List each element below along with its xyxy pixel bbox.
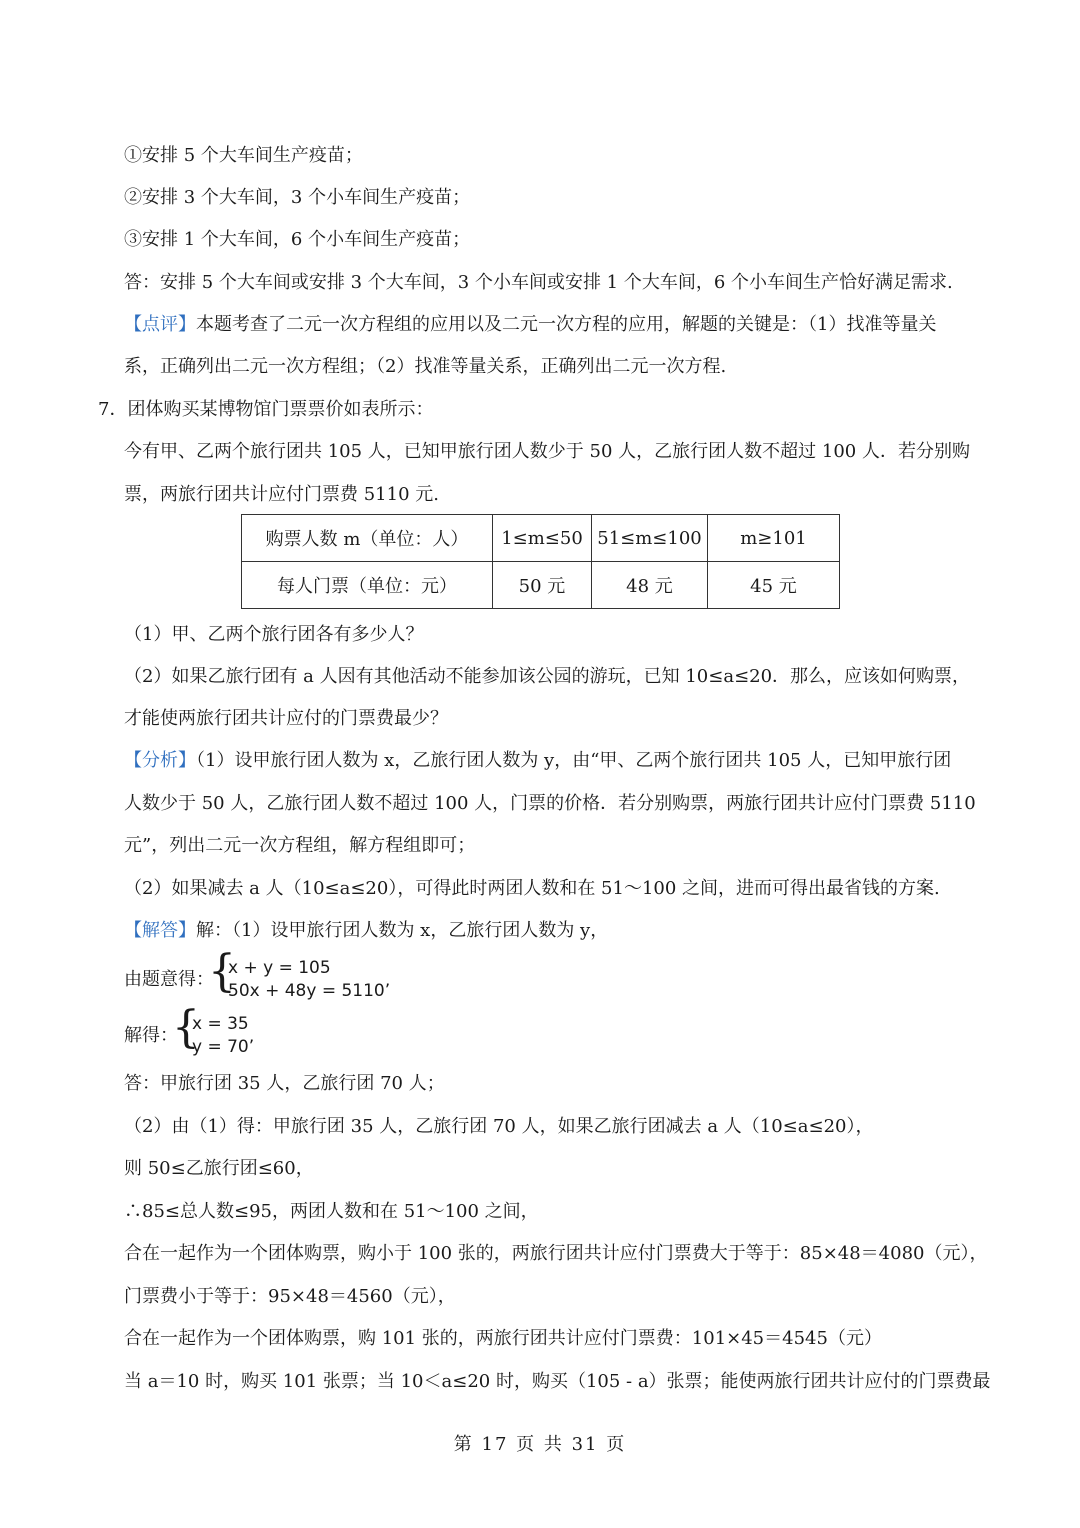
answer-line-c: 则 50≤乙旅行团≤60， [124,1158,314,1179]
answer-line-a: 答：甲旅行团 35 人，乙旅行团 70 人； [124,1073,445,1094]
analysis-line-3: 元”，列出二元一次方程组，解方程组即可； [124,835,476,856]
ticket-price-table [241,514,840,609]
analysis-line-2: 人数少于 50 人，乙旅行团人数不超过 100 人，门票的价格．若分别购票，两旅行团共计应付门票费 5110 [124,793,976,814]
table-cell: 每人门票（单位：元） [242,562,493,609]
answer-line-g: 合在一起作为一个团体购票，购 101 张的，两旅行团共计应付门票费：101×45＝4545（元） [124,1328,882,1349]
question-7-title: 7．团体购买某博物馆门票票价如表所示： [98,399,434,420]
answer-tag: 【解答】 [124,920,196,941]
solution-intro: 解得： [124,1025,178,1046]
equation-1: x + y = 105 [228,958,331,978]
comment-line-2: 系，正确列出二元一次方程组；（2）找准等量关系，正确列出二元一次方程. [124,356,727,377]
question-7-sub-2: （2）如果乙旅行团有 a 人因有其他活动不能参加该公园的游玩，已知 10≤a≤20．那么，应该如何购票， [124,666,971,687]
solution-y: y = 70’ [192,1037,255,1057]
solution-x: x = 35 [192,1014,249,1034]
table-cell: 48 元 [592,562,708,609]
answer-line-f: 门票费小于等于：95×48＝4560（元）， [124,1286,456,1307]
question-7-sub-1: （1）甲、乙两个旅行团各有多少人？ [124,624,424,645]
analysis-text-1: （1）设甲旅行团人数为 x，乙旅行团人数为 y，由“甲、乙两个旅行团共 105 人，已知甲旅行团 [196,750,952,771]
table-cell: 50 元 [493,562,592,609]
table-cell: 购票人数 m（单位：人） [242,515,493,562]
answer-line-h: 当 a＝10 时，购买 101 张票；当 10＜a≤20 时，购买（105 - a）张票；能使两旅行团共计应付的门票费最 [124,1371,991,1392]
comment-line-1 [124,312,936,338]
line-answer-summary: 答：安排 5 个大车间或安排 3 个大车间，3 个小车间或安排 1 个大车间，6 个小车间生产恰好满足需求. [124,272,953,293]
left-brace-icon: { [172,1002,200,1053]
line-plan-1: ①安排 5 个大车间生产疫苗； [124,145,363,166]
table-cell: 1≤m≤50 [493,515,592,562]
answer-line-b: （2）由（1）得：甲旅行团 35 人，乙旅行团 70 人，如果乙旅行团减去 a 人（10≤a≤20）， [124,1116,874,1137]
table-cell: 51≤m≤100 [592,515,708,562]
equation-2: 50x + 48y = 5110’ [228,981,391,1001]
left-brace-icon: { [208,946,236,997]
line-plan-3: ③安排 1 个大车间，6 个小车间生产疫苗； [124,229,471,250]
comment-tag: 【点评】 [124,314,196,335]
answer-line-e: 合在一起作为一个团体购票，购小于 100 张的，两旅行团共计应付门票费大于等于：85×48＝4080（元）， [124,1243,988,1264]
table-cell: m≥101 [708,515,840,562]
table-row [242,562,840,609]
answer-text-1: 解：（1）设甲旅行团人数为 x，乙旅行团人数为 y， [196,920,609,941]
question-7-para-2: 票，两旅行团共计应付门票费 5110 元. [124,484,439,505]
analysis-line-4: （2）如果减去 a 人（10≤a≤20），可得此时两团人数和在 51～100 之间，进而可得出最省钱的方案. [124,878,940,899]
page-footer: 第 17 页 共 31 页 [453,1434,627,1455]
table-row [242,515,840,562]
analysis-line-1 [124,748,951,774]
question-7-para-1: 今有甲、乙两个旅行团共 105 人，已知甲旅行团人数少于 50 人，乙旅行团人数不超过 100 人．若分别购 [124,441,970,462]
equation-intro: 由题意得： [124,969,214,990]
answer-line-1 [124,918,608,944]
table-cell: 45 元 [708,562,840,609]
line-plan-2: ②安排 3 个大车间，3 个小车间生产疫苗； [124,187,471,208]
question-7-sub-3: 才能使两旅行团共计应付的门票费最少？ [124,708,448,729]
comment-text-1: 本题考查了二元一次方程组的应用以及二元一次方程的应用，解题的关键是：（1）找准等量关 [196,314,937,335]
analysis-tag: 【分析】 [124,750,196,771]
answer-line-d: ∴85≤总人数≤95，两团人数和在 51～100 之间， [124,1201,539,1222]
